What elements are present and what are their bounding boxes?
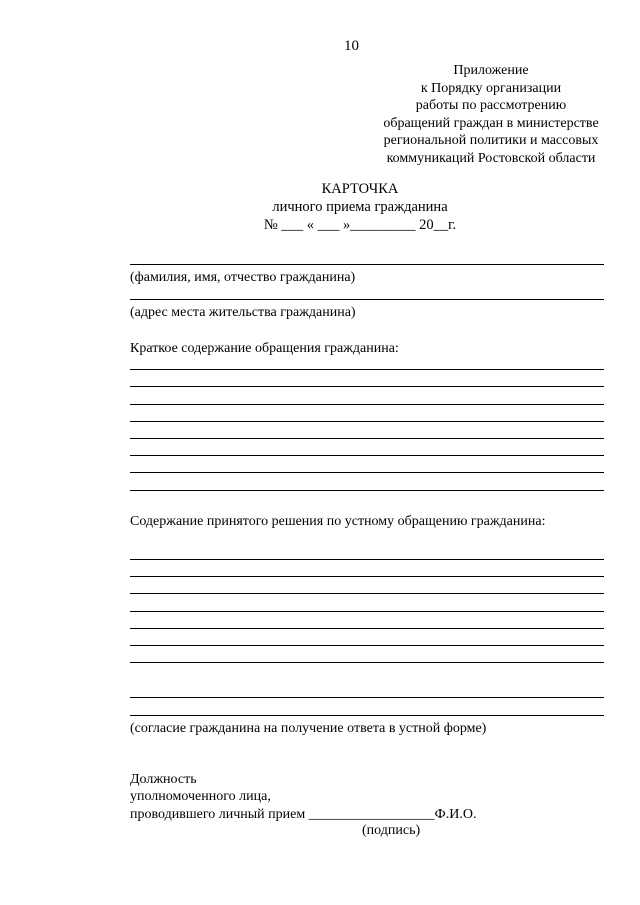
appendix-header (360, 62, 622, 168)
address-caption: (адрес места жительства гражданина) (130, 305, 356, 320)
decision-line (130, 576, 604, 577)
address-line (130, 299, 604, 300)
full-name-caption: (фамилия, имя, отчество гражданина) (130, 270, 356, 285)
decision-label: Содержание принятого решения по устному обращению гражданина: (130, 514, 546, 529)
decision-line (130, 559, 604, 560)
consent-line (130, 697, 604, 698)
summary-line (130, 421, 604, 422)
page-number: 10 (344, 38, 359, 54)
decision-line (130, 593, 604, 594)
appendix-line: к Порядку организации (420, 80, 562, 96)
appendix-line: региональной политики и массовых (383, 133, 599, 149)
appendix-line: Приложение (453, 63, 529, 78)
consent-line (130, 715, 604, 716)
decision-line (130, 662, 604, 663)
decision-line (130, 628, 604, 629)
consent-caption: (согласие гражданина на получение ответа в устной форме) (130, 721, 487, 736)
decision-line (130, 645, 604, 646)
summary-line (130, 472, 604, 473)
position-label-line2: уполномоченного лица, (130, 789, 271, 804)
card-subtitle: личного приема гражданина (272, 199, 448, 215)
card-title: КАРТОЧКА (321, 181, 399, 197)
appendix-line: работы по рассмотрению (415, 98, 567, 114)
card-number-line: № ___ « ___ »_________ 20__г. (263, 217, 457, 233)
summary-line (130, 438, 604, 439)
summary-label: Краткое содержание обращения гражданина: (130, 341, 399, 356)
position-label-line3: проводившего личный прием __________________Ф.И.О. (130, 807, 477, 822)
signature-caption: (подпись) (362, 823, 421, 838)
summary-line (130, 386, 604, 387)
summary-line (130, 369, 604, 370)
decision-line (130, 611, 604, 612)
full-name-line (130, 264, 604, 265)
appendix-line: коммуникаций Ростовской области (386, 150, 596, 166)
position-label-line1: Должность (130, 772, 197, 787)
summary-line (130, 455, 604, 456)
summary-line (130, 490, 604, 491)
appendix-line: обращений граждан в министерстве (383, 115, 599, 131)
summary-line (130, 404, 604, 405)
